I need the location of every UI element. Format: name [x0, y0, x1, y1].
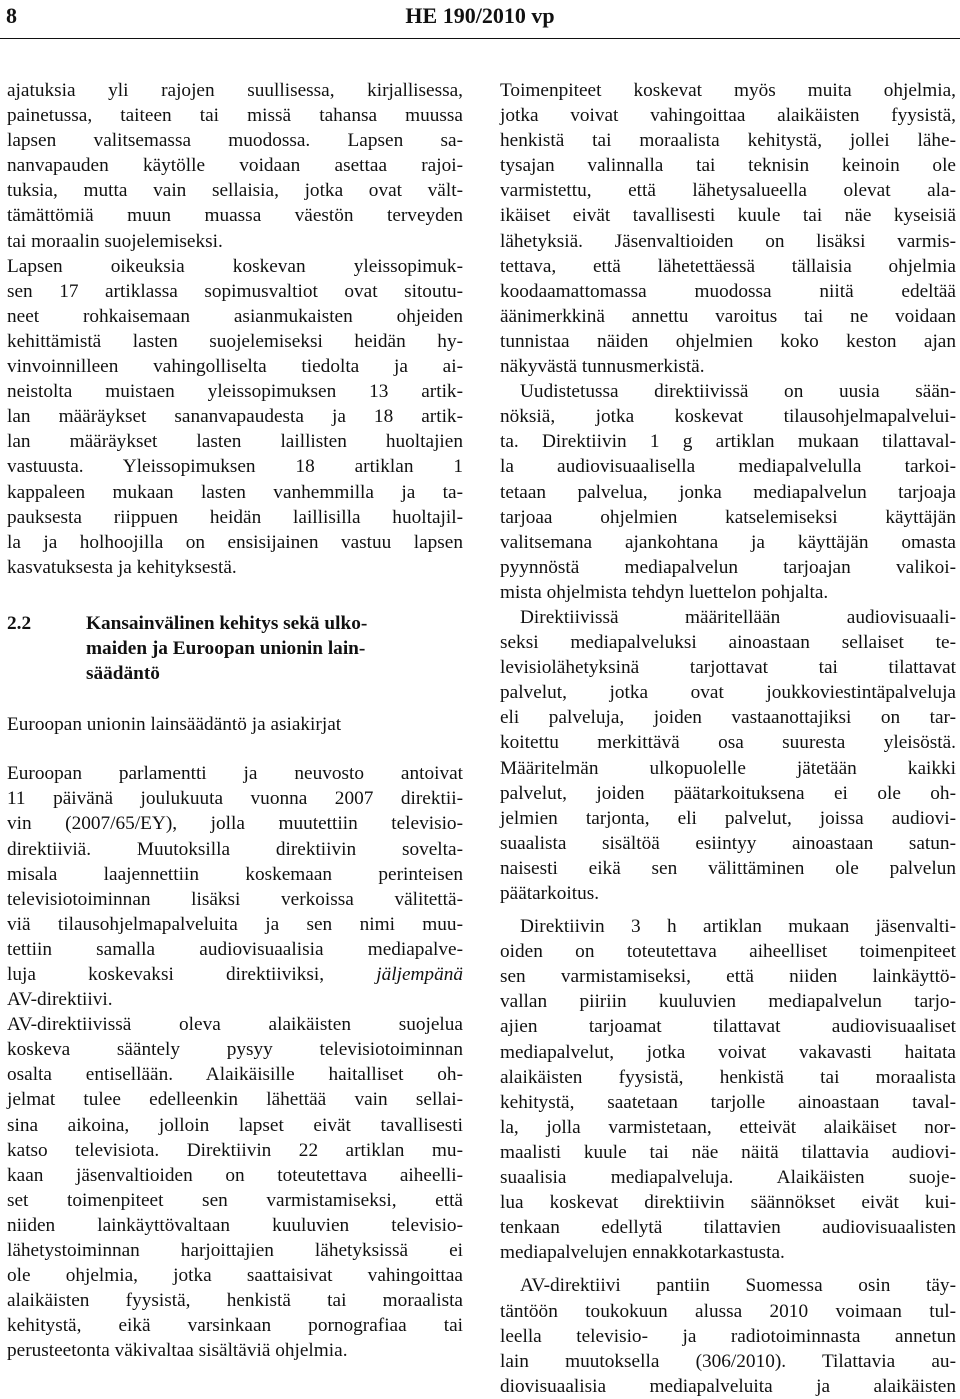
text-line: Direktiivin 3 h artiklan mukaan jäsenvalti-: [520, 916, 956, 938]
text-line: vastuusta. Yleissopimuksen 18 artiklan 1: [7, 456, 463, 478]
paragraph: [500, 1273, 956, 1398]
text-line: Euroopan parlamentti ja neuvosto antoivat: [7, 763, 463, 785]
section-title-line: säädäntö: [86, 663, 160, 685]
text-line: misala laajennettiin koskemaan perinteisen: [7, 863, 463, 885]
text-line: jelmien tarjonta, eli palvelut, joissa audiovi-: [500, 807, 956, 829]
paragraph: [500, 605, 956, 906]
text-line: Lapsen oikeuksia koskevan yleissopimuk-: [7, 255, 463, 277]
section-heading: [7, 611, 463, 686]
text-line: lua koskevat direktiivin säännökset eivät kui-: [500, 1192, 956, 1214]
text-line: pauksesta riippuen heidän laillisilla huoltajil-: [7, 506, 463, 528]
paragraph: [500, 78, 956, 379]
text-line: kaan jäsenvaltioiden on toteutettava aiheelli-: [7, 1164, 463, 1186]
text-line: levisiolähetyksinä tarjottavat tai tilattavat: [500, 657, 956, 679]
text-line: suaalista sisältöä esiintyy ainoastaan satun-: [500, 832, 956, 854]
text-line: palvelut, jotka ovat joukkoviestintäpalveluja: [500, 682, 956, 704]
text-line-with-italic: [7, 962, 463, 987]
section-title-line: Kansainvälinen kehitys sekä ulko-: [86, 612, 368, 634]
text-line: neistolta muistaen yleissopimuksen 13 artik-: [7, 381, 463, 403]
paragraph: [7, 254, 463, 580]
text-line: valitsemana ajankohtana ja käyttäjän omasta: [500, 531, 956, 553]
text-line: pyynnöstä mediapalvelun tarjoajan valikoi-: [500, 556, 956, 578]
text-line: perusteetonta väkivaltaa sisältäviä ohjelmia.: [7, 1340, 348, 1362]
text-line: tenkaan edellytä tilattavien audiovisuaalisten: [500, 1217, 956, 1239]
text-line: kasvatuksesta ja kehityksestä.: [7, 556, 237, 578]
text-line: lapsen valitsemassa muodossa. Lapsen sa-: [7, 130, 463, 152]
text-line: kehittämistä lasten suojelemiseksi heidän hy-: [7, 330, 463, 352]
text-line: täntöön toukokuun alussa 2010 voimaan tul-: [500, 1300, 956, 1322]
text-line: Direktiivissä määritellään audiovisuaali-: [520, 606, 956, 628]
text-line: tysajan valinnalla tai teknisin keinoin ole: [500, 155, 956, 177]
text-line: suaalisia mediapalveluja. Alaikäisten suoje-: [500, 1167, 956, 1189]
text-line: osalta entisellään. Alaikäisille haitalliset oh-: [7, 1064, 463, 1086]
text-line: tuksia, mutta vain sellaisia, jotka ovat vält-: [7, 180, 463, 202]
text-line: alaikäisten fyysistä, henkistä tai moraalista: [500, 1066, 956, 1088]
text-line: tettiin samalla audiovisuaalisia mediapalve-: [7, 938, 463, 960]
text-line: kehitystä, saatetaan tarjolle ainoastaan taval-: [500, 1091, 956, 1113]
text-line: mista ohjelmista tehdyn luettelon pohjalta.: [500, 581, 829, 603]
text-line: eli palveluja, joiden vastaanottajiksi on tar-: [500, 707, 956, 729]
paragraph: [500, 379, 956, 605]
text-line: ajatuksia yli rajojen suullisessa, kirjallisessa,: [7, 80, 463, 101]
text-line: tetaan palvelua, jonka mediapalvelun tarjoaja: [500, 481, 956, 503]
text-line: vallan piiriin kuuluvien mediapalvelun tarjo-: [500, 991, 956, 1013]
text-line: tai moraalin suojelemiseksi.: [7, 230, 223, 252]
text-line: diovisuaalisia mediapalveluita ja alaikäisten: [500, 1375, 956, 1397]
header-rule: [0, 38, 960, 39]
text-line: jotka voivat vahingoittaa alaikäisten fyysistä,: [500, 105, 956, 127]
document-identifier: HE 190/2010 vp: [405, 3, 555, 28]
text-line: lähetyksiä. Jäsenvaltioiden on lisäksi varmis-: [500, 230, 956, 252]
subheading: [7, 712, 463, 737]
text-line: lähetystoiminnan harjoittajien lähetyksissä ei: [7, 1240, 463, 1262]
text-line: kappaleen mukaan lasten vanhemmilla ja ta-: [7, 481, 463, 503]
text-line: tarjoaa ohjelmien katselemiseksi käyttäjän: [500, 506, 956, 528]
text-line: ta. Direktiivin 1 g artiklan mukaan tilattaval-: [500, 431, 956, 453]
text-line: painetussa, taiteen tai missä tahansa muussa: [7, 105, 463, 127]
text-line: Määritelmän ulkopuolelle jätetään kaikki: [500, 757, 956, 779]
text-line: set toimenpiteet sen varmistamiseksi, että: [7, 1189, 463, 1211]
text-line: viä tilausohjelmapalveluita ja sen nimi muu-: [7, 913, 463, 935]
text-line: näkyvästä tunnusmerkistä.: [500, 356, 705, 378]
section-title-line: maiden ja Euroopan unionin lain-: [86, 637, 366, 659]
text-line: mediapalvelut, jotka voivat vakavasti haitata: [500, 1041, 956, 1063]
text-line: ajien tarjoamat tilattavat audiovisuaaliset: [500, 1016, 956, 1038]
text-line: sen 17 artiklassa sopimusvaltiot ovat sitoutu-: [7, 280, 463, 302]
text-line: sen varmistamiseksi, että niiden lainkäyttö-: [500, 966, 956, 988]
text-line: tämättömiä muun muassa väestön terveyden: [7, 205, 463, 227]
text-line: la, jolla varmistetaan, etteivät alaikäiset nor-: [500, 1116, 956, 1138]
text-line: jelmat tulee edelleenkin lähettää vain sellai-: [7, 1089, 463, 1111]
subheading-text: Euroopan unionin lainsäädäntö ja asiakirjat: [7, 714, 342, 736]
text-line: Uudistetussa direktiivissä on uusia sään-: [520, 381, 956, 403]
text-line: neet rohkaisemaan asianmukaisten ohjeiden: [7, 305, 463, 327]
text-line: lan määräykset sananvapaudesta ja 18 artik-: [7, 406, 463, 428]
text-line: maalisti kuule tai näe näitä tilattavia audiovi-: [500, 1141, 956, 1163]
right-column: [500, 78, 956, 1399]
text-segment: luja koskevaksi direktiiviksi,: [7, 964, 325, 985]
text-line: tettava, että lähetettäessä tällaisia ohjelmia: [500, 255, 956, 277]
text-line: AV-direktiivi pantiin Suomessa osin täy-: [520, 1275, 956, 1297]
italic-term: jäljempänä: [376, 964, 463, 985]
text-line: 11 päivänä joulukuuta vuonna 2007 direktii-: [7, 788, 463, 810]
text-line: televisiotoiminnan lisäksi verkoissa välitettä-: [7, 888, 463, 910]
paragraph: [7, 761, 463, 1012]
text-line: nanvapauden käytölle voidaan asettaa rajoi-: [7, 155, 463, 177]
text-line: niiden lainkäyttövaltaan kuuluvien televisio-: [7, 1214, 463, 1236]
page-header: [0, 0, 960, 46]
paragraph: [500, 914, 956, 1265]
text-line: AV-direktiivi.: [7, 989, 113, 1011]
text-line: mediapalvelujen ennakkotarkastusta.: [500, 1242, 785, 1264]
text-line: AV-direktiivissä oleva alaikäisten suojelua: [7, 1014, 463, 1036]
text-line: oiden on toteutettava aiheelliset toimenpiteet: [500, 941, 956, 963]
text-line: vin (2007/65/EY), jolla muutettiin televisio-: [7, 813, 463, 835]
text-line: ikäiset eivät tavallisesti kuule tai näe kyseisiä: [500, 205, 956, 227]
text-line: palvelut, joiden päätarkoituksena ei ole oh-: [500, 782, 956, 804]
paragraph: [7, 78, 463, 254]
text-line: koitettu merkittävä osa suuresta yleisöstä.: [500, 732, 956, 754]
text-line: koskeva sääntely pysyy televisiotoiminnan: [7, 1039, 463, 1061]
text-line: katso televisiota. Direktiivin 22 artiklan mu-: [7, 1139, 463, 1161]
text-line: tunnistaa näiden ohjelmien koko keston ajan: [500, 330, 956, 352]
paragraph: [7, 1012, 463, 1363]
text-line: lan määräykset lasten laillisten huoltajien: [7, 431, 463, 453]
text-line: nöksiä, jotka koskevat tilausohjelmapalvelui-: [500, 406, 956, 428]
text-line: äänimerkkinä annettu varoitus tai ne voidaan: [500, 305, 956, 327]
page-number: 8: [6, 3, 17, 28]
text-line: sina aikoina, jolloin lapset eivät tavallisesti: [7, 1114, 463, 1136]
left-column: [7, 78, 463, 1364]
text-line: leella televisio- ja radiotoiminnasta annetun: [500, 1325, 956, 1347]
text-line: varmistettu, että lähetysalueella olevat ala-: [500, 180, 956, 202]
text-line: päätarkoitus.: [500, 883, 600, 904]
text-line: ole ohjelmia, jotka saattaisivat vahingoittaa: [7, 1265, 463, 1287]
text-line: la audiovisuaalisella mediapalvelulla tarkoi-: [500, 456, 956, 478]
text-line: direktiiviä. Muutoksilla direktiivin soveltа-: [7, 838, 463, 860]
text-line: naisesti eikä sen välittäminen ole palvelun: [500, 857, 956, 879]
text-line: koodaamattomassa muodossa niitä edeltää: [500, 280, 956, 302]
text-line: la ja holhoojilla on ensisijainen vastuu lapsen: [7, 531, 463, 553]
text-line: alaikäisten fyysistä, henkistä tai moraalista: [7, 1290, 463, 1312]
text-line: Toimenpiteet koskevat myös muita ohjelmia,: [500, 80, 956, 101]
section-number: 2.2: [7, 612, 32, 634]
text-line: vinvoinnilleen vahingolliselta tiedolta ja ai-: [7, 356, 463, 378]
text-line: lain muutoksella (306/2010). Tilattavia au-: [500, 1350, 956, 1372]
text-line: kehitystä, eikä varsinkaan pornografiaa tai: [7, 1315, 463, 1337]
text-line: seksi mediapalveluksi ainoastaan sellaiset te-: [500, 632, 956, 654]
text-line: henkistä tai moraalista kehitystä, jollei lähe-: [500, 130, 956, 152]
